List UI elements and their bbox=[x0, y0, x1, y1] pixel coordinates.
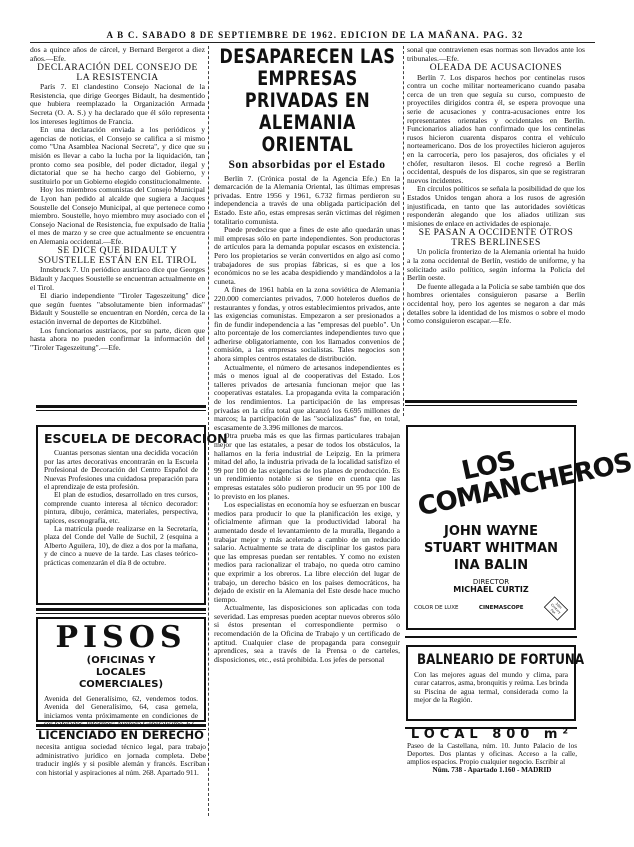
article-text: Hoy los miembros comunistas del Consejo Municipal de Lyon han pedido al alcalde que sugiera a Jacques Soustelle del Consejo Municipal, al que pertenece como miembro. Soustelle, hoyo miembro muy asociado con el Consejo Nacional de Resistencia, fue expulsado de Italia el mes de marzo y se cree que actualmente se encuentra en Alemania occidental.—Efe. bbox=[30, 185, 205, 246]
ad-subtitle: (OFICINAS Y LOCALES COMERCIALES) bbox=[78, 655, 164, 690]
ad-text: Avenida del Generalísimo, 62, vendemos todos. Avenida del Generalísimo, 64, casa gemela, iniciamos venta próximamente en condiciones de ser habitados. Informes: Avenida Generalísimo, 62. bbox=[44, 694, 198, 729]
section-heading: OLEADA DE ACUSACIONES bbox=[429, 63, 563, 74]
ad-title: ESCUELA DE DECORACION bbox=[44, 431, 228, 446]
article-text: sonal que contravienen esas normas son llevados ante los tribunales.—Efe. bbox=[407, 45, 585, 63]
movie-star: INA BALIN bbox=[453, 558, 529, 573]
article-text: Actualmente, el número de artesanos independientes es más o menos igual al de cooperativas del Estado. Los talleres privados de artesanía funcionan mejor que las cooperativas estatales. La propaganda evita la comparación de los rendimientos. La participación de las empresas privadas en la cifra total que alcanzó los 6.695 millones de marcos; la participación de las "socializadas" fue, en total, escasamente de 3.396 millones de marcos. bbox=[214, 362, 400, 432]
article-text: En una declaración enviada a los periódicos y agencias de noticias, el Consejo se califica a sí mismo como "Una Asamblea Nacional Secreta", y dice que su misión es llevar a cabo la lucha por la liquidación, tan pronto como sea posible, del poder dictador, ilegal y dictatorial que se ha hecho cargo del Gobierno, y sustituirlo por un Gobierno elegido constitucionalmente. bbox=[30, 125, 205, 186]
article-text: A fines de 1961 había en la zona soviética de Alemania 220.000 comerciantes privados, 7.000 hoteleros dueños de restaurantes y fondas, y otros establecimientos privados, ante las exigencias comunistas. Empezaron a ser presionados a fin de fundir independencia a las "empresas del pueblo". Un alto porcentaje de los comerciantes independientes tuvo que adherirse obligatoriamente, con los llamados convenios de comisión, a las empresas socialistas. Tales negocios son ahora simples centros estatales de distribución. bbox=[214, 285, 400, 364]
ad-movie-los-comancheros bbox=[406, 425, 634, 630]
article-text: dos a quince años de cárcel, y Bernard Bergerot a diez años.—Efe. bbox=[30, 45, 205, 63]
director-label: DIRECTOR bbox=[472, 578, 510, 586]
right-column bbox=[407, 46, 585, 391]
ad-title: BALNEARIO DE FORTUNA bbox=[417, 652, 585, 668]
article-text: En círculos políticos se señala la posibilidad de que los Estados Unidos tengan ahora a los rusos de agresión injustificada, en tanto que las autoridades soviéticas responderán alegando que los aliados utilizan sus misiones de enlace en actividades de espionaje. bbox=[407, 184, 585, 228]
divider bbox=[405, 636, 577, 638]
studio-logo: 20th Century Fox bbox=[544, 596, 568, 620]
subheadline: Son absorbidas por el Estado bbox=[228, 159, 386, 171]
ad-title: LOCAL 800 m² bbox=[410, 727, 574, 742]
ad-licenciado bbox=[36, 728, 206, 777]
section-heading: DECLARACIÓN DEL CONSEJO DE LA RESISTENCIA bbox=[37, 63, 198, 83]
ad-title: PISOS bbox=[55, 620, 187, 655]
article-text: Los funcionarios austríacos, por su parte, dicen que hasta ahora no pueden confirmar la información del "Tiroler Tageszeitung".—Efe. bbox=[30, 325, 205, 352]
main-headline: DESAPARECEN LAS EMPRESAS PRIVADAS EN ALEMANIA ORIENTAL bbox=[219, 45, 395, 156]
article-text: Puede predecirse que a fines de este año quedarán unas mil empresas sólo en parte independientes. Son productoras de artículos para la demanda popular escasos en existencia. Pero los propietarios se verán convertidos en algo así como trabajadores de sus propias fábricas, si es que a los económicos no se les acaba despidiendo y mandándolos a la cuneta. bbox=[214, 225, 400, 286]
ad-local bbox=[407, 727, 577, 774]
movie-star: JOHN WAYNE bbox=[444, 524, 538, 539]
ad-text: Con las mejores aguas del mundo y clima, para curar catarros, asma, bronquitis y reúma. Les brinda su Piscina de agua termal, considerada como la mejor de la Región. bbox=[414, 670, 568, 705]
divider bbox=[405, 400, 577, 406]
divider bbox=[36, 608, 206, 614]
article-text: De fuente allegada a la Policía se sabe también que dos hombres orientales consiguieron pasarse a Berlín occidental hoy, pero los agentes se negaron a dar más detalles sobre la identidad de los mismos o sobre el modo como consiguieron escapar.—Efe. bbox=[407, 281, 585, 326]
column-divider bbox=[403, 46, 404, 416]
ad-text: El plan de estudios, desarrollado en tres cursos, comprende cuanto interesa al técnico decorador: pintura, dibujo, cerámica, materiales, perspectiva, tapices, escenografía, etc. bbox=[44, 490, 198, 525]
middle-column bbox=[214, 46, 400, 821]
article-text: Innsbruck 7. Un periódico austríaco dice que Georges Bidault y Jacques Soustelle se encuentran actualmente en el Tirol. bbox=[30, 265, 205, 292]
ad-text: La matrícula puede realizarse en la Secretaría, plaza del Conde del Valle de Suchil, 2 (esquina a Alberto Aguilera, 10), de diez a dos por la mañana, y de cinco a nueve de la tarde. Las clases teórico-prácticas comenzarán el día 8 de octubre. bbox=[44, 524, 198, 567]
movie-title: LOS COMANCHEROS bbox=[415, 446, 634, 523]
article-text: París 7. El clandestino Consejo Nacional de la Resistencia, que dirige Georges Bidault, ha desmentido que hubiera reemplazado la Organización Armada Secreta (O. A. S.) y ha declarado que él sólo representa los intereses legítimos de Francia. bbox=[30, 82, 205, 126]
ad-balneario-fortuna bbox=[406, 645, 585, 721]
article-text: Un policía fronterizo de la Alemania oriental ha huido a la zona occidental de Berlín, vestido de uniforme, y ha solicitado asilo político, según informa la Policía del Berlín oeste. bbox=[407, 247, 585, 283]
color-label: COLOR DE LUXE bbox=[414, 605, 459, 612]
masthead: A B C. SABADO 8 DE SEPTIEMBRE DE 1962. EDICION DE LA MAÑANA. PAG. 32 bbox=[106, 30, 524, 40]
ad-title: LICENCIADO EN DERECHO bbox=[38, 728, 204, 742]
ad-text: necesita antigua sociedad técnico legal, para trabajo administrativo jurídico en jornada completa. Debe traducir inglés y si posible alemán y francés. Escriban con historial y aspiraciones al núm. 268. Apartado 911. bbox=[36, 742, 206, 777]
ad-pisos bbox=[36, 617, 206, 729]
article-text: Berlín 7. Los disparos hechos por centinelas rusos contra un coche militar norteamericano cuando pasaba cerca de un tren que seguía su curso, compuesto de proyectiles dirigidos contra él, se espera provoque una serie de acusaciones y contra-acusaciones entre los representantes orientales y occidentales en Berlín. Funcionarios aliados han confirmado que los centinelas rusos hicieron cuarenta disparos contra el vehículo norteamericano. Dos de los proyectiles hicieron agujeros en la carrocería, pero los pasajeros, dos oficiales y el chófer, resultaron ilesos. El coche regresó a Berlín occidental, después de los disparos, sin que se registraran nuevos incidentes. bbox=[407, 72, 585, 185]
left-column bbox=[30, 46, 205, 401]
section-heading: SE DICE QUE BIDAULT Y SOUSTELLE ESTÁN EN EL TIROL bbox=[38, 246, 197, 266]
ad-escuela-decoracion bbox=[36, 425, 228, 605]
article-text: Los especialistas en economía hoy se esfuerzan en buscar medios para producir lo que la planificación les exige, y oficialmente afirman que la productividad laboral ha aumentado desde el levantamiento de la muralla, llegando a trabajar mejor y más acelerado a cambio de un reducido salario. Actualmente se trata de disciplinar los gastos para que las empresas puedan ser rentables. Y como no existen medios para racionalizar el trabajo, no queda otro camino que exprimir a los obreros. La libre elección del lugar de trabajo, un derecho básico en los países democráticos, ha dejado de existir en la Alemania del Este desde hace mucho tiempo. bbox=[214, 500, 400, 604]
section-heading: SE PASAN A OCCIDENTE OTROS TRES BERLINESES bbox=[418, 228, 574, 248]
ad-footer: Núm. 738 - Apartado 1.160 - MADRID bbox=[432, 766, 552, 774]
movie-footer bbox=[414, 599, 568, 618]
movie-star: STUART WHITMAN bbox=[423, 541, 559, 556]
article-text: Actualmente, las disposiciones son aplicadas con toda severidad. Las empresas pueden aceptar nuevos obreros sólo si éstos presentan el correspondiente permiso o recomendación de la Oficina de Trabajo y un certificado de aptitud. Cualquier clase de propaganda para conseguir aprendices, sea a través de la Prensa o de carteles, disposiciones, etc., está prohibida. Los jefes de personal bbox=[214, 603, 400, 664]
ad-text: Cuantas personas sientan una decidida vocación por las artes decorativas encontrarán en la Escuela Profesional de Decoración del Centro Español de Nuevas Profesiones una cuidadosa preparación para el aprendizaje de esta profesión. bbox=[44, 448, 198, 492]
article-text: Berlín 7. (Crónica postal de la Agencia Efe.) En la demarcación de la Alemania Oriental, las últimas empresas privadas. Entre 1956 y 1961, 6.732 firmas perdieron su independencia a través de una obligada participación del Estado. Este año, estas empresas serán víctimas del régimen totalitario comunista. bbox=[214, 173, 400, 226]
masthead-rule bbox=[30, 42, 595, 43]
format-label: CINEMASCOPE bbox=[478, 605, 524, 612]
article-text: Otra prueba más es que las firmas particulares trabajan mejor que las estatales, a pesar de todos los obstáculos, la hallamos en la feria industrial de Leipzig. En la primera mitad del año, la industria privada de la localidad satisfizo el 99 por 100 de las exigencias de los planes de producción. Es un rendimiento notable si se tiene en cuenta que las empresas estatales sólo pudieron producir un 95 por 100 de lo previsto en los planes. bbox=[214, 431, 400, 501]
article-text: El diario independiente "Tiroler Tageszeitung" dice que según fuentes "absolutamente bien informadas" Bidault y Soustelle se encuentran en Nordén, cerca de la estación invernal de deportes de Kitzbühel. bbox=[30, 291, 205, 327]
divider bbox=[36, 405, 206, 411]
ad-text: Paseo de la Castellana, núm. 10. Junto Palacio de los Deportes. Dos plantas y oficinas. Acceso a la calle, amplios espacios. Propio cualquier negocio. Escribir al bbox=[407, 742, 577, 766]
director-name: MICHAEL CURTIZ bbox=[453, 585, 529, 595]
